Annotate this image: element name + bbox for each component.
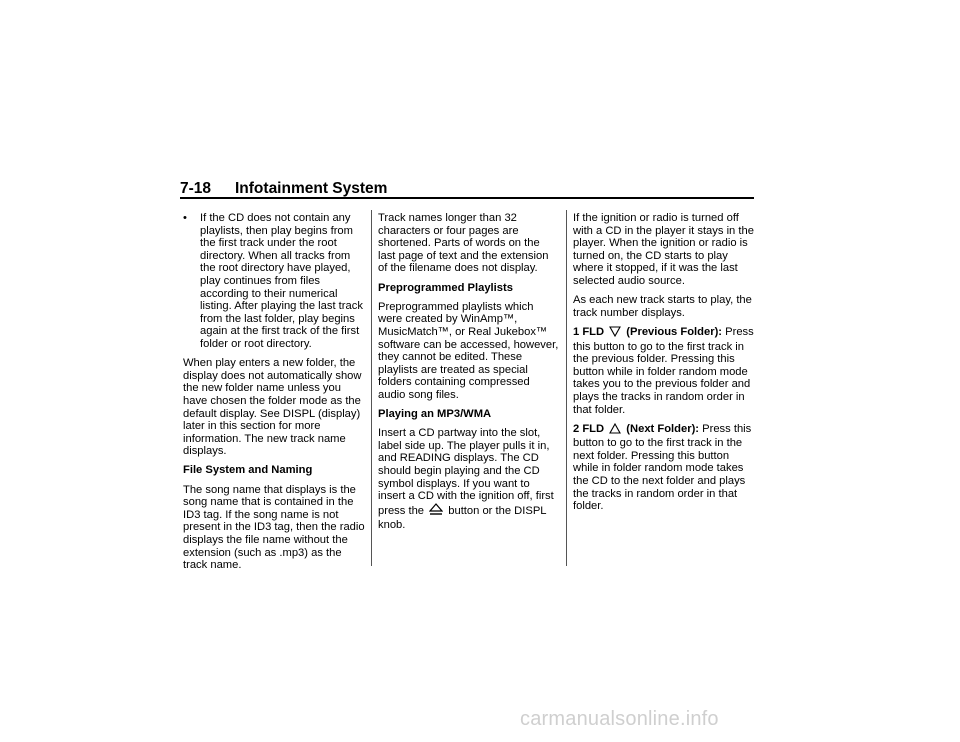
next-folder-label-b: (Next Folder): bbox=[626, 422, 700, 435]
bullet-text: If the CD does not contain any playlists, then play begins from the first track under the root directory. When all tracks from the root directory have played, play continues from files according to their numerical listing. After playing the last track from the last folder, play begins again at the first track of the first folder or root directory. bbox=[200, 212, 363, 350]
paragraph-song-name: The song name that displays is the song name that is contained in the ID3 tag. If the song name is not present in the ID3 tag, then the radio displays the file name without the extension (such as .mp3) as the track name. bbox=[183, 483, 365, 572]
column-divider-1 bbox=[371, 210, 372, 566]
next-folder-text: Press this button to go to the first track in the next folder. Pressing this button while in folder random mode takes the CD to the next folder and plays the tracks in random order in that folder. bbox=[573, 422, 752, 513]
paragraph-playing-mp3 bbox=[378, 427, 560, 532]
header-rule bbox=[180, 197, 754, 199]
paragraph-previous-folder bbox=[573, 326, 755, 416]
paragraph-track-number: As each new track starts to play, the track number displays. bbox=[573, 294, 752, 319]
column-divider-2 bbox=[566, 210, 567, 566]
watermark: carmanualsonline.info bbox=[520, 708, 719, 730]
triangle-down-icon bbox=[609, 326, 621, 341]
heading-playlists: Preprogrammed Playlists bbox=[378, 281, 513, 294]
heading-file-system: File System and Naming bbox=[183, 464, 313, 477]
paragraph-folder-display: When play enters a new folder, the display does not automatically show the new folder name unless you have chosen the folder mode as the default display. See DISPL (display) later in this section for more information. The new track name displays. bbox=[183, 357, 362, 458]
page-number: 7-18 bbox=[180, 180, 212, 197]
paragraph-playlists: Preprogrammed playlists which were created by WinAmp™, MusicMatch™, or Real Jukebox™ software can be accessed, however, they cannot be edited. These playlists are treated as special folders containing compressed audio song files. bbox=[378, 300, 559, 401]
paragraph-track-names: Track names longer than 32 characters or four pages are shortened. Parts of words on the last page of text and the extension of the filename does not display. bbox=[378, 212, 549, 275]
paragraph-next-folder bbox=[573, 423, 755, 513]
heading-playing-mp3: Playing an MP3/WMA bbox=[378, 408, 492, 421]
column-3 bbox=[573, 212, 755, 519]
section-title: Infotainment System bbox=[235, 180, 388, 197]
next-folder-label-a: 2 FLD bbox=[573, 422, 605, 435]
column-2 bbox=[378, 212, 560, 539]
playing-text-before: Insert a CD partway into the slot, label side up. The player pulls it in, and READING displays. The CD should begin playing and the CD symbol displays. If you want to insert a CD with the ignition off, first press the bbox=[378, 427, 554, 517]
prev-folder-label-b: (Previous Folder): bbox=[626, 325, 723, 338]
bullet-symbol: • bbox=[183, 212, 187, 224]
column-1 bbox=[183, 212, 368, 578]
triangle-up-icon bbox=[609, 423, 621, 438]
playing-text-after: button or the DISPL knob. bbox=[378, 504, 547, 532]
eject-icon bbox=[429, 503, 443, 520]
prev-folder-text: Press this button to go to the first track in the previous folder. Pressing this button while in folder random mode takes you to the previous folder and plays the tracks in random order in that folder. bbox=[573, 325, 754, 416]
prev-folder-label-a: 1 FLD bbox=[573, 325, 605, 338]
bullet-item bbox=[183, 212, 368, 351]
paragraph-ignition: If the ignition or radio is turned off with a CD in the player it stays in the player. When the ignition or radio is turned on, the CD starts to play where it stopped, if it was the last selected audio source. bbox=[573, 212, 754, 287]
